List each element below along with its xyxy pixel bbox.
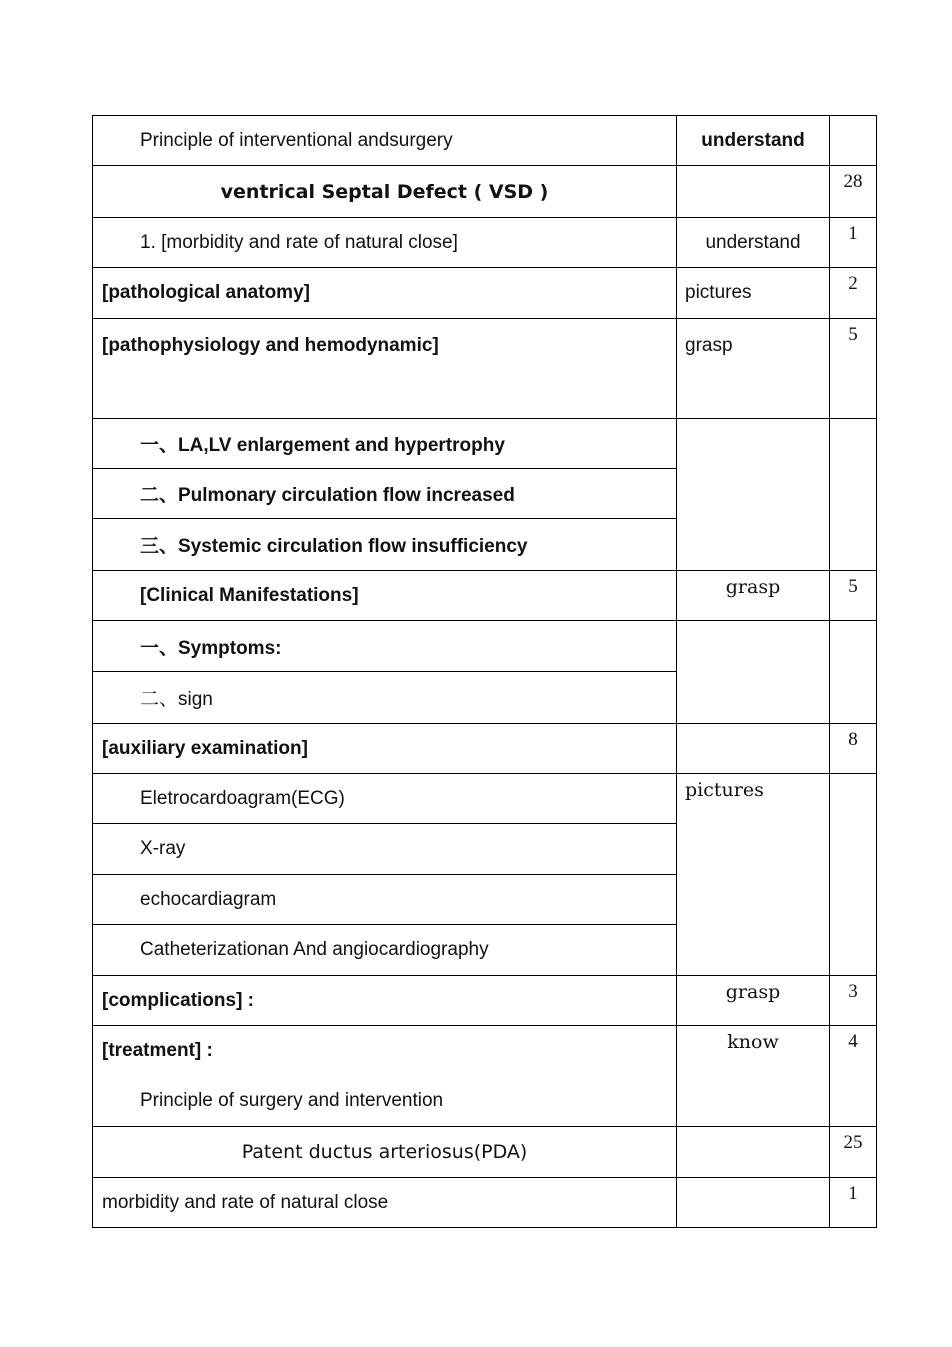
hours-cell: 28 <box>830 166 877 218</box>
level-cell <box>677 1178 830 1228</box>
topic-cell: [complications] : <box>93 976 677 1026</box>
table-row <box>93 1127 877 1178</box>
topic-cell: Principle of interventional andsurgery <box>93 116 677 166</box>
section-title-pda: Patent ductus arteriosus(PDA) <box>93 1127 677 1178</box>
topic-cell: Catheterizationan And angiocardiography <box>93 925 677 976</box>
topic-cell: morbidity and rate of natural close <box>93 1178 677 1228</box>
hours-cell: 5 <box>830 319 877 419</box>
hours-cell <box>830 774 877 976</box>
topic-cell: Eletrocardoagram(ECG) <box>93 774 677 824</box>
table-row <box>93 419 877 469</box>
table-row <box>93 268 877 319</box>
table-row <box>93 116 877 166</box>
hours-cell: 25 <box>830 1127 877 1178</box>
topic-cell: [pathological anatomy] <box>93 268 677 319</box>
level-cell <box>677 419 830 571</box>
level-cell: understand <box>677 116 830 166</box>
table-row <box>93 724 877 774</box>
level-cell <box>677 724 830 774</box>
topic-cell: 二、Pulmonary circulation flow increased <box>93 469 677 519</box>
topic-cell: [Clinical Manifestations] <box>93 571 677 621</box>
topic-cell <box>93 1026 677 1127</box>
table-row <box>93 319 877 419</box>
hours-cell: 2 <box>830 268 877 319</box>
table-row <box>93 218 877 268</box>
section-title-vsd: ventrical Septal Defect ( VSD ) <box>93 166 677 218</box>
hours-cell: 8 <box>830 724 877 774</box>
level-cell: understand <box>677 218 830 268</box>
treatment-subitem: Principle of surgery and intervention <box>140 1090 444 1111</box>
topic-cell: [pathophysiology and hemodynamic] <box>93 319 677 419</box>
topic-cell: echocardiagram <box>93 875 677 925</box>
treatment-heading: [treatment] : <box>102 1040 213 1061</box>
table-row <box>93 774 877 824</box>
level-cell: know <box>677 1026 830 1127</box>
topic-cell: 1. [morbidity and rate of natural close] <box>93 218 677 268</box>
topic-cell: [auxiliary examination] <box>93 724 677 774</box>
topic-cell: 三、Systemic circulation flow insufficiency <box>93 519 677 571</box>
hours-cell: 4 <box>830 1026 877 1127</box>
table-row <box>93 166 877 218</box>
hours-cell: 3 <box>830 976 877 1026</box>
level-cell: grasp <box>677 319 830 419</box>
level-cell <box>677 621 830 724</box>
topic-cell: 一、Symptoms: <box>93 621 677 672</box>
table-row <box>93 976 877 1026</box>
hours-cell <box>830 116 877 166</box>
hours-cell <box>830 419 877 571</box>
table-row <box>93 1026 877 1127</box>
hours-cell: 1 <box>830 1178 877 1228</box>
topic-cell: 一、LA,LV enlargement and hypertrophy <box>93 419 677 469</box>
table-row <box>93 1178 877 1228</box>
hours-cell <box>830 621 877 724</box>
topic-cell: X-ray <box>93 824 677 875</box>
level-cell: grasp <box>677 976 830 1026</box>
table-row <box>93 571 877 621</box>
level-cell <box>677 1127 830 1178</box>
topic-cell: 二、sign <box>93 672 677 724</box>
level-cell: pictures <box>677 774 830 976</box>
level-cell: pictures <box>677 268 830 319</box>
level-cell <box>677 166 830 218</box>
syllabus-table <box>92 115 877 1228</box>
hours-cell: 5 <box>830 571 877 621</box>
table-row <box>93 621 877 672</box>
level-cell: grasp <box>677 571 830 621</box>
hours-cell: 1 <box>830 218 877 268</box>
